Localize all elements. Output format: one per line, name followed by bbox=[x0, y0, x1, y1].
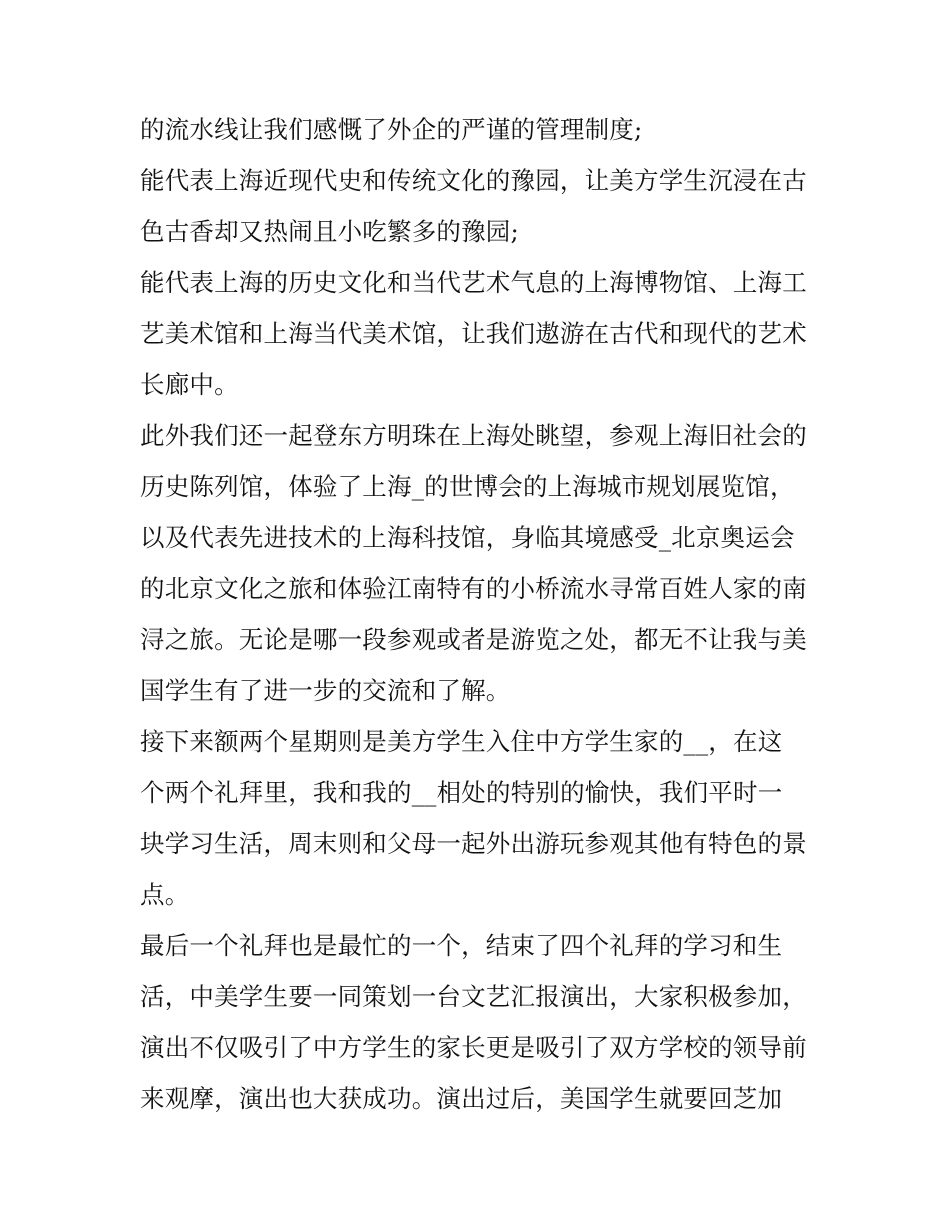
text-line: 长廊中。 bbox=[140, 370, 239, 399]
document-text bbox=[140, 104, 820, 1124]
text-line: 以及代表先进技术的上海科技馆，身临其境感受_北京奥运会 bbox=[140, 523, 795, 552]
text-line: 个两个礼拜里，我和我的__相处的特别的愉快，我们平时一 bbox=[140, 778, 783, 807]
text-line: 演出不仅吸引了中方学生的家长更是吸引了双方学校的领导前 bbox=[140, 1033, 807, 1062]
text-line: 色古香却又热闹且小吃繁多的豫园; bbox=[140, 217, 519, 246]
text-line: 艺美术馆和上海当代美术馆，让我们遨游在古代和现代的艺术 bbox=[140, 319, 807, 348]
text-line: 国学生有了进一步的交流和了解。 bbox=[140, 676, 511, 705]
text-line: 活，中美学生要一同策划一台文艺汇报演出，大家积极参加， bbox=[140, 982, 807, 1011]
text-line: 来观摩，演出也大获成功。演出过后，美国学生就要回芝加 bbox=[140, 1084, 783, 1113]
text-line: 最后一个礼拜也是最忙的一个，结束了四个礼拜的学习和生 bbox=[140, 931, 783, 960]
text-line: 能代表上海近现代史和传统文化的豫园，让美方学生沉浸在古 bbox=[140, 166, 807, 195]
text-line: 浔之旅。无论是哪一段参观或者是游览之处，都无不让我与美 bbox=[140, 625, 807, 654]
text-line: 能代表上海的历史文化和当代艺术气息的上海博物馆、上海工 bbox=[140, 268, 807, 297]
text-line: 块学习生活，周末则和父母一起外出游玩参观其他有特色的景 bbox=[140, 829, 807, 858]
text-line: 此外我们还一起登东方明珠在上海处眺望，参观上海旧社会的 bbox=[140, 421, 807, 450]
text-line: 的流水线让我们感慨了外企的严谨的管理制度; bbox=[140, 115, 643, 144]
text-line: 接下来额两个星期则是美方学生入住中方学生家的__，在这 bbox=[140, 727, 783, 756]
text-line: 点。 bbox=[140, 880, 190, 909]
text-line: 的北京文化之旅和体验江南特有的小桥流水寻常百姓人家的南 bbox=[140, 574, 807, 603]
text-line: 历史陈列馆，体验了上海_的世博会的上海城市规划展览馆， bbox=[140, 472, 795, 501]
